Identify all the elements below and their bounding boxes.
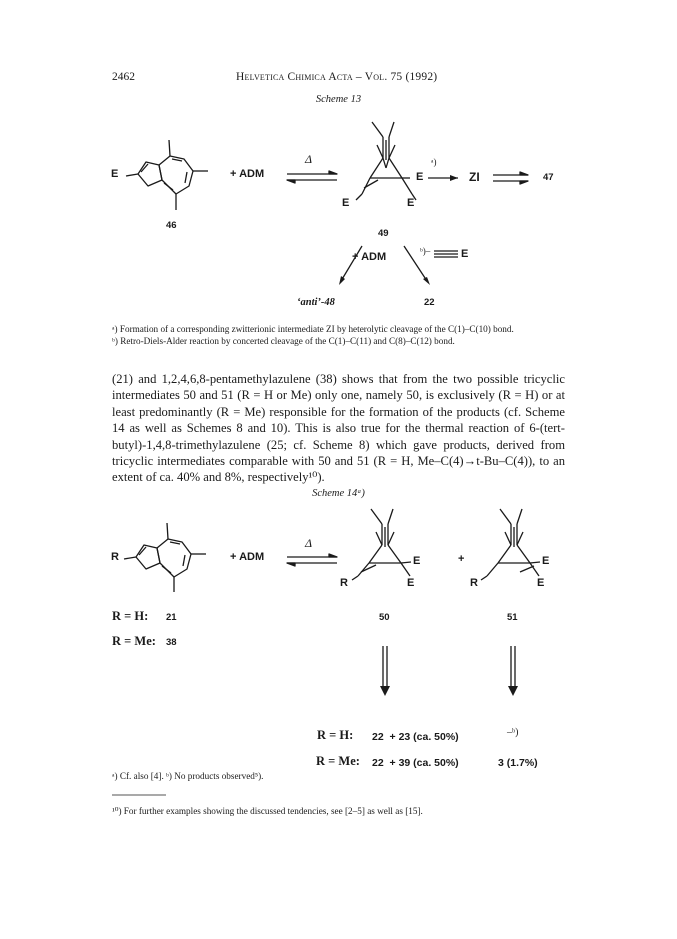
substituent-r-50: R <box>340 577 348 589</box>
equilibrium-arrow-14 <box>287 554 337 566</box>
result-r-h-51: –ᵇ) <box>507 727 519 738</box>
alkyne-substituent-e: E <box>461 248 469 260</box>
heat-symbol-13: Δ <box>305 152 313 166</box>
page-number: 2462 <box>112 71 135 83</box>
r-h-label: R = H: <box>112 609 149 623</box>
equilibrium-arrow-13 <box>287 171 337 183</box>
result-r-h-label: R = H: <box>317 728 354 742</box>
scheme-14-title: Scheme 14ᵃ) <box>312 488 365 499</box>
substituent-e-50-bottom: E <box>407 577 415 589</box>
compound-anti-48-label: ‘anti’-48 <box>297 297 335 308</box>
intermediate-50-structure <box>352 509 411 580</box>
branch-note-b: ᵇ)– <box>420 246 431 256</box>
compound-51-label: 51 <box>507 612 518 623</box>
footnote-10: ¹⁰) For further examples showing the discussed tendencies, see [2–5] as well as [15]. <box>112 806 423 816</box>
note-a-13: ᵃ) <box>431 157 437 167</box>
substituent-e-49-bottom: E <box>407 197 415 209</box>
footnote-b-13: ᵇ) Retro-Diels-Alder reaction by concerted cleavage of the C(1)–C(11) and C(8)–C(12) bond. <box>112 336 455 346</box>
intermediate-49-structure <box>356 122 416 200</box>
compound-50-label: 50 <box>379 612 390 623</box>
substituent-e-49-left: E <box>342 197 350 209</box>
result-r-h-products: 22 + 23 (ca. 50%) <box>372 731 459 743</box>
compound-38-label: 38 <box>166 637 177 648</box>
compound-46-label: 46 <box>166 220 177 231</box>
compound-22-label-13: 22 <box>424 297 435 308</box>
substituent-e-51-top: E <box>542 555 550 567</box>
reagent-adm-14: + ADM <box>230 551 265 563</box>
compound-21-label: 21 <box>166 612 177 623</box>
running-header: Helvetica Chimica Acta – Vol. 75 (1992) <box>236 71 438 83</box>
scheme-13-title: Scheme 13 <box>315 94 362 105</box>
substituent-e-51-bottom: E <box>537 577 545 589</box>
down-arrow-51 <box>508 646 518 696</box>
substituent-e-50-top: E <box>413 555 421 567</box>
azulene-46-structure <box>126 140 208 210</box>
azulene-21-38-structure <box>124 523 206 592</box>
r-me-label: R = Me: <box>112 634 156 648</box>
reagent-adm-13: + ADM <box>230 168 265 180</box>
intermediate-51-structure <box>481 509 540 580</box>
footnote-a-13: ᵃ) Formation of a corresponding zwitterionic intermediate ZI by heterolytic cleavage of the C(1)–C(10) bond. <box>112 324 514 334</box>
equilibrium-arrow-zi-47 <box>493 172 528 184</box>
zwitterion-zi: ZI <box>469 170 480 184</box>
substituent-e-46: E <box>111 168 119 180</box>
result-r-me-products: 22 + 39 (ca. 50%) <box>372 757 459 769</box>
footnote-14: ᵃ) Cf. also [4]. ᵇ) No products observed⁵). <box>112 771 264 781</box>
down-arrow-50 <box>380 646 390 696</box>
substituent-r-azulene: R <box>111 551 119 563</box>
plus-sign: + <box>458 553 465 565</box>
result-r-me-51: 3 (1.7%) <box>498 757 538 769</box>
compound-47-label: 47 <box>543 172 554 183</box>
result-r-me-label: R = Me: <box>316 754 360 768</box>
substituent-e-49-right: E <box>416 171 424 183</box>
substituent-r-51: R <box>470 577 478 589</box>
compound-49-label: 49 <box>378 228 389 239</box>
heat-symbol-14: Δ <box>305 536 313 550</box>
body-paragraph: (21) and 1,2,4,6,8-pentamethylazulene (38) shows that from the two possible tricyclic intermediates 50 and 51 (R = H or Me) only one, namely 50, is exclusively (R = H) or at least predominantly (R = Me) responsible for the formation of the products (cf. Scheme 14 as well as Schemes 8 and 10). This is also true for the thermal reaction of 6-(tert-butyl)-1,4,8-trimethylazulene (25; cf. Scheme 8) which gave products, derived from tricyclic intermediates comparable with 50 and 51 (R = H, Me–C(4)→t-Bu–C(4)), to an extent of ca. 40% and 8%, respectively¹⁰). <box>112 372 565 485</box>
alkyne-structure <box>434 251 458 257</box>
branch-reagent-adm: + ADM <box>352 251 387 263</box>
